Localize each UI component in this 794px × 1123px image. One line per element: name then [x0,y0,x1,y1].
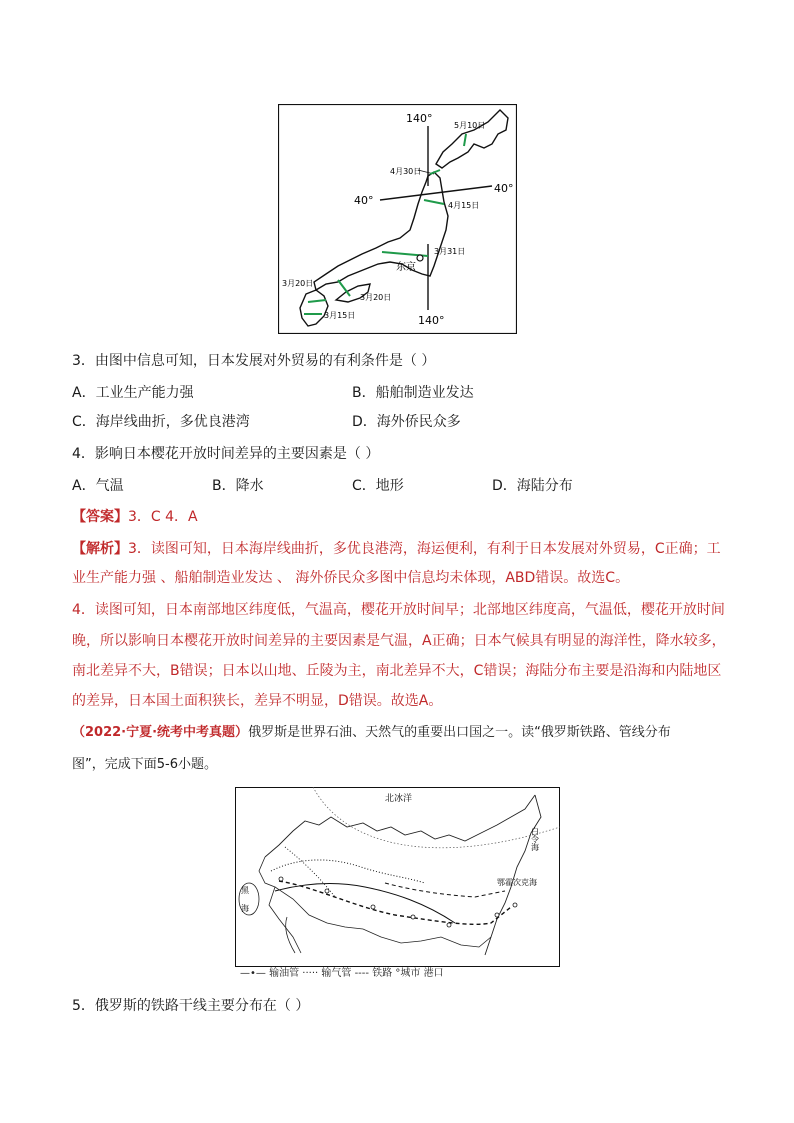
analysis-line-6: 的差异，日本国土面积狭长，差异不明显，D错误。故选A。 [72,693,443,709]
japan-cherry-blossom-map [278,104,517,334]
legend-oil-symbol: —•— [240,968,266,979]
analysis-line-3: 4．读图可知，日本南部地区纬度低，气温高，樱花开放时间早；北部地区纬度高，气温低，樱花开放时间 [72,602,725,618]
q3-option-d: D．海外侨民众多 [352,414,461,430]
legend-city-symbol: ° [395,968,401,979]
label-mar20a: 3月20日 [282,279,314,288]
map-legend [240,967,444,981]
legend-rail: 铁路 [372,968,393,979]
q5-stem: 5．俄罗斯的铁路干线主要分布在（ ） [72,998,310,1014]
label-arctic-ocean: 北冰洋 [385,794,413,804]
label-black-sea-1: 黑 [241,886,249,895]
legend-port: 港口 [423,968,444,979]
analysis-tag: 【解析】 [72,541,128,557]
q4-option-d: D．海陆分布 [492,478,573,494]
label-apr15: 4月15日 [448,201,480,210]
label-tokyo: 东京 [396,262,416,273]
intro-line-2: 图”，完成下面5-6小题。 [72,757,217,772]
q4-option-c: C．地形 [352,478,404,494]
answer-tag: 【答案】 [72,509,128,525]
q4-option-a: A．气温 [72,478,124,494]
label-okhotsk-sea: 鄂霍次克海 [497,878,537,887]
city-marker [513,903,517,907]
analysis-line-2: 业生产能力强 、船舶制造业发达 、 海外侨民众多图中信息均未体现，ABD错误。故选C。 [72,570,630,586]
city-marker [371,905,375,909]
label-lat40-right: 40° [494,182,514,195]
q3-option-a: A．工业生产能力强 [72,385,194,401]
legend-city: 城市 [400,968,421,979]
legend-gas-symbol: ····· [302,968,319,979]
map-frame [236,788,560,967]
intro-text-1: 俄罗斯是世界石油、天然气的重要出口国之一。读“俄罗斯铁路、管线分布 [248,725,671,740]
legend-rail-symbol: ---- [354,968,369,979]
q4-option-b: B．降水 [212,478,264,494]
label-mar15: 3月15日 [324,311,356,320]
q3-stem: 3．由图中信息可知，日本发展对外贸易的有利条件是（ ） [72,353,436,369]
tokyo-marker [417,255,423,261]
city-marker [495,913,499,917]
city-marker [411,915,415,919]
q3-option-c: C．海岸线曲折，多优良港湾 [72,414,250,430]
source-tag: （2022·宁夏·统考中考真题） [72,725,249,740]
label-bering-sea: 白令海 [530,827,540,851]
analysis-line-4: 晚，所以影响日本樱花开放时间差异的主要因素是气温，A正确；日本气候具有明显的海洋性，降水较多， [72,633,726,649]
label-may10: 5月10日 [454,121,486,130]
russia-rail-pipeline-map [235,787,560,967]
answer-text: 3．C 4．A [128,509,198,525]
legend-oil: 输油管 [269,968,300,979]
analysis-line-5: 南北差异不大，B错误；日本以山地、丘陵为主，南北差异不大，C错误；海陆分布主要是沿海和内陆地区 [72,663,722,679]
map-frame [279,105,517,334]
legend-gas: 输气管 [321,968,352,979]
label-black-sea-2: 海 [241,904,249,913]
intro-line-1 [72,723,722,743]
label-lon140-top: 140° [406,112,433,125]
q3-option-b: B．船舶制造业发达 [352,385,474,401]
label-lon140-bottom: 140° [418,314,445,327]
city-marker [447,923,451,927]
answer-line [72,507,722,527]
label-apr30: 4月30日 [390,167,422,176]
label-mar20b: 3月20日 [360,293,392,302]
city-marker [279,877,283,881]
label-lat40-left: 40° [354,194,374,207]
analysis-text-1: 3．读图可知，日本海岸线曲折，多优良港湾，海运便利，有利于日本发展对外贸易，C正确；工 [128,541,721,557]
city-marker [325,889,329,893]
q4-stem: 4．影响日本樱花开放时间差异的主要因素是（ ） [72,446,380,462]
label-mar31: 3月31日 [434,247,466,256]
analysis-line-1 [72,539,722,559]
